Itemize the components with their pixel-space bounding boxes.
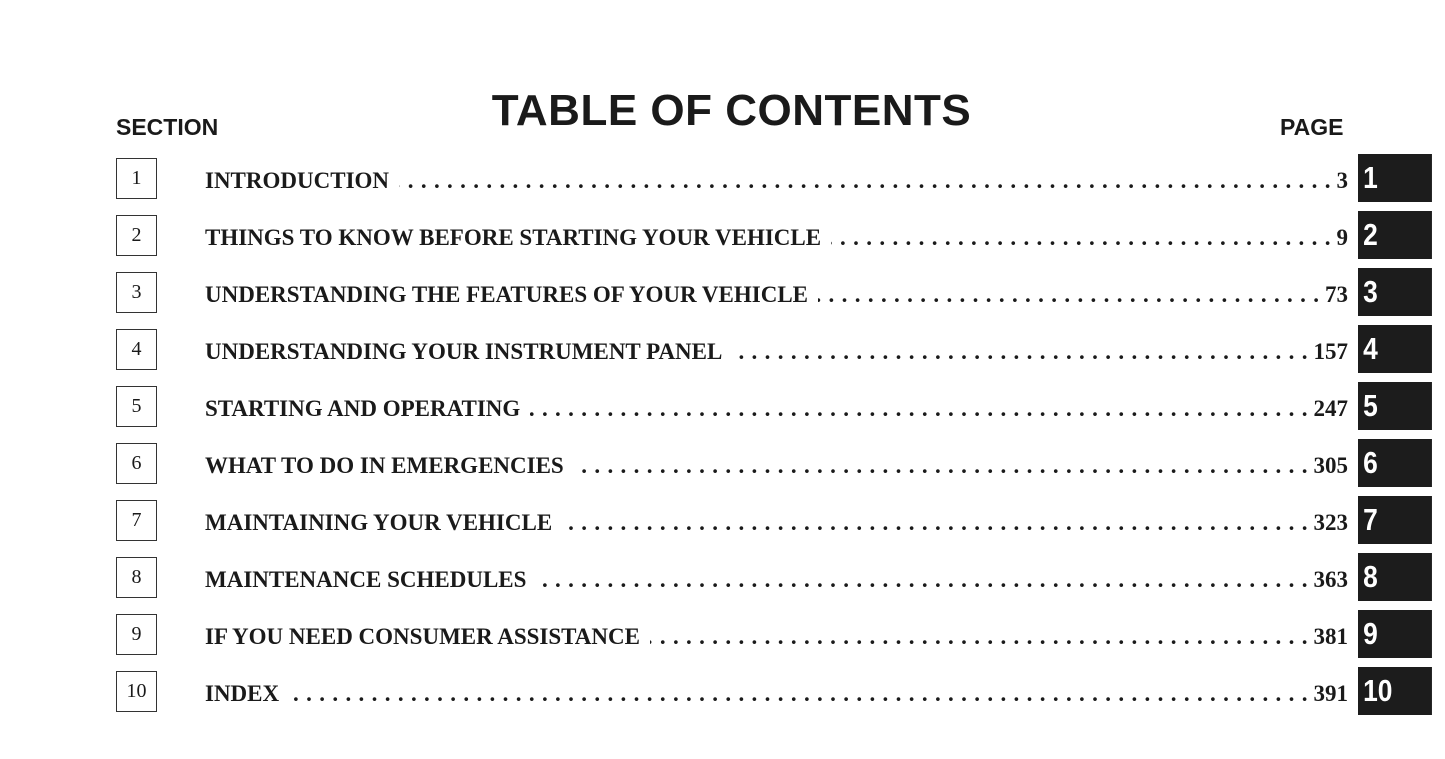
toc-entry[interactable] bbox=[205, 563, 1348, 597]
section-tab[interactable] bbox=[1358, 211, 1432, 259]
section-tab-label: 7 bbox=[1363, 502, 1378, 537]
section-tab-label: 8 bbox=[1363, 559, 1378, 594]
toc-row[interactable] bbox=[0, 211, 1445, 268]
toc-entry[interactable] bbox=[205, 449, 1348, 483]
toc-page-number: 391 bbox=[1313, 681, 1348, 706]
toc-row[interactable] bbox=[0, 154, 1445, 211]
toc-row[interactable] bbox=[0, 553, 1445, 610]
section-tab[interactable] bbox=[1358, 382, 1432, 430]
section-tab-label: 3 bbox=[1363, 274, 1378, 309]
toc-page-number: 323 bbox=[1313, 510, 1348, 535]
section-number-box: 9 bbox=[116, 614, 157, 655]
toc-entry-title: MAINTAINING YOUR VEHICLE bbox=[205, 510, 553, 535]
toc-entry[interactable] bbox=[205, 335, 1348, 369]
section-tab-label: 2 bbox=[1363, 217, 1378, 252]
section-tab[interactable] bbox=[1358, 439, 1432, 487]
section-number-box: 3 bbox=[116, 272, 157, 313]
section-tab[interactable] bbox=[1358, 154, 1432, 202]
dot-leader bbox=[574, 449, 1308, 483]
section-number-box: 7 bbox=[116, 500, 157, 541]
section-number-box: 1 bbox=[116, 158, 157, 199]
dot-leader bbox=[530, 392, 1307, 426]
section-tab-label: 1 bbox=[1363, 160, 1378, 195]
toc-entry-title: UNDERSTANDING THE FEATURES OF YOUR VEHICLE bbox=[205, 282, 808, 307]
dot-leader bbox=[831, 221, 1330, 255]
toc-page-number: 73 bbox=[1325, 282, 1348, 307]
toc-entry-title: WHAT TO DO IN EMERGENCIES bbox=[205, 453, 564, 478]
dot-leader bbox=[289, 677, 1307, 711]
toc-row[interactable] bbox=[0, 268, 1445, 325]
section-tab[interactable] bbox=[1358, 496, 1432, 544]
toc-entry[interactable] bbox=[205, 164, 1348, 198]
toc-page-number: 363 bbox=[1313, 567, 1348, 592]
toc-entry[interactable] bbox=[205, 506, 1348, 540]
toc-row[interactable] bbox=[0, 382, 1445, 439]
toc-row[interactable] bbox=[0, 439, 1445, 496]
toc-page-number: 247 bbox=[1313, 396, 1348, 421]
toc-entry-title: UNDERSTANDING YOUR INSTRUMENT PANEL bbox=[205, 339, 723, 364]
toc-entry[interactable] bbox=[205, 677, 1348, 711]
toc-page-number: 381 bbox=[1313, 624, 1348, 649]
dot-leader bbox=[818, 278, 1319, 312]
toc-entry-title: IF YOU NEED CONSUMER ASSISTANCE bbox=[205, 624, 640, 649]
section-number-box: 4 bbox=[116, 329, 157, 370]
dot-leader bbox=[732, 335, 1307, 369]
toc-entry-title: INDEX bbox=[205, 681, 280, 706]
section-tab[interactable] bbox=[1358, 610, 1432, 658]
toc-entry-title: MAINTENANCE SCHEDULES bbox=[205, 567, 527, 592]
section-tab[interactable] bbox=[1358, 268, 1432, 316]
toc-entry-title: INTRODUCTION bbox=[205, 168, 390, 193]
page-column-heading: PAGE bbox=[1280, 114, 1344, 140]
dot-leader bbox=[562, 506, 1307, 540]
toc-row[interactable] bbox=[0, 667, 1445, 724]
section-tab-label: 5 bbox=[1363, 388, 1378, 423]
section-tab-label: 4 bbox=[1363, 331, 1378, 366]
section-tab-label: 9 bbox=[1363, 616, 1378, 651]
section-tab[interactable] bbox=[1358, 553, 1432, 601]
toc-entry[interactable] bbox=[205, 221, 1348, 255]
toc-page-number: 3 bbox=[1336, 168, 1348, 193]
section-column-heading: SECTION bbox=[116, 114, 219, 140]
toc-entry-title: STARTING AND OPERATING bbox=[205, 396, 521, 421]
toc-page-number: 157 bbox=[1313, 339, 1348, 364]
toc-entry[interactable] bbox=[205, 620, 1348, 654]
section-tab[interactable] bbox=[1358, 667, 1432, 715]
toc-row[interactable] bbox=[0, 496, 1445, 553]
toc-row[interactable] bbox=[0, 610, 1445, 667]
toc-page-number: 305 bbox=[1313, 453, 1348, 478]
section-tab-label: 6 bbox=[1363, 445, 1378, 480]
section-number-box: 8 bbox=[116, 557, 157, 598]
section-number-box: 5 bbox=[116, 386, 157, 427]
dot-leader bbox=[536, 563, 1307, 597]
dot-leader bbox=[399, 164, 1330, 198]
page-title: TABLE OF CONTENTS bbox=[491, 86, 972, 135]
toc-row[interactable] bbox=[0, 325, 1445, 382]
section-number-box: 2 bbox=[116, 215, 157, 256]
section-number-box: 6 bbox=[116, 443, 157, 484]
dot-leader bbox=[650, 620, 1308, 654]
section-tab[interactable] bbox=[1358, 325, 1432, 373]
toc-entry-title: THINGS TO KNOW BEFORE STARTING YOUR VEHICLE bbox=[205, 225, 822, 250]
toc-entry[interactable] bbox=[205, 278, 1348, 312]
section-tab-label: 10 bbox=[1363, 673, 1393, 708]
toc-page-number: 9 bbox=[1336, 225, 1348, 250]
section-number-box: 10 bbox=[116, 671, 157, 712]
toc-entry[interactable] bbox=[205, 392, 1348, 426]
toc-list bbox=[0, 154, 1445, 724]
